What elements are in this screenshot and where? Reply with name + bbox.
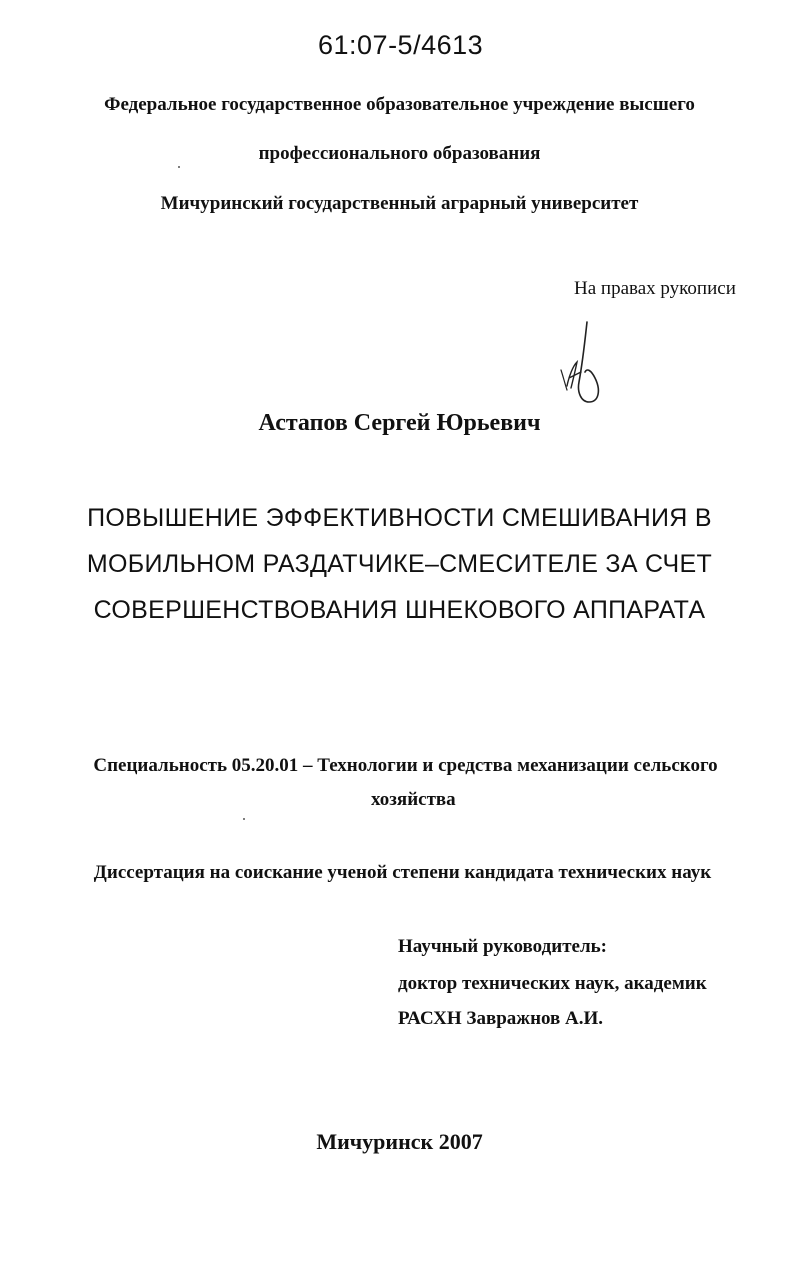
scan-speck [178, 166, 180, 168]
supervisor-label: Научный руководитель: [398, 936, 607, 957]
scan-speck [243, 818, 245, 820]
title-line-3: СОВЕРШЕНСТВОВАНИЯ ШНЕКОВОГО АППАРАТА [93, 596, 706, 624]
degree-line: Диссертация на соискание ученой степени кандидата технических наук [93, 862, 712, 883]
title-line-2: МОБИЛЬНОМ РАЗДАТЧИКЕ–СМЕСИТЕЛЕ ЗА СЧЕТ [86, 550, 713, 578]
title-line-1: ПОВЫШЕНИЕ ЭФФЕКТИВНОСТИ СМЕШИВАНИЯ В [87, 504, 712, 532]
specialty-line-2: хозяйства [371, 789, 456, 810]
institution-line-2: профессионального образования [258, 143, 541, 164]
institution-line-3: Мичуринский государственный аграрный университет [160, 193, 639, 214]
specialty-line-1: Специальность 05.20.01 – Технологии и средства механизации сельского [93, 755, 718, 776]
author-name: Астапов Сергей Юрьевич [258, 410, 541, 436]
handwritten-signature-icon [555, 320, 605, 406]
archive-code: 61:07-5/4613 [318, 30, 484, 60]
supervisor-degree: доктор технических наук, академик [398, 973, 707, 994]
city-year: Мичуринск 2007 [316, 1129, 483, 1154]
supervisor-name: РАСХН Завражнов А.И. [398, 1008, 604, 1029]
institution-line-1: Федеральное государственное образовательное учреждение высшего [104, 94, 695, 115]
manuscript-note: На правах рукописи [574, 278, 736, 299]
